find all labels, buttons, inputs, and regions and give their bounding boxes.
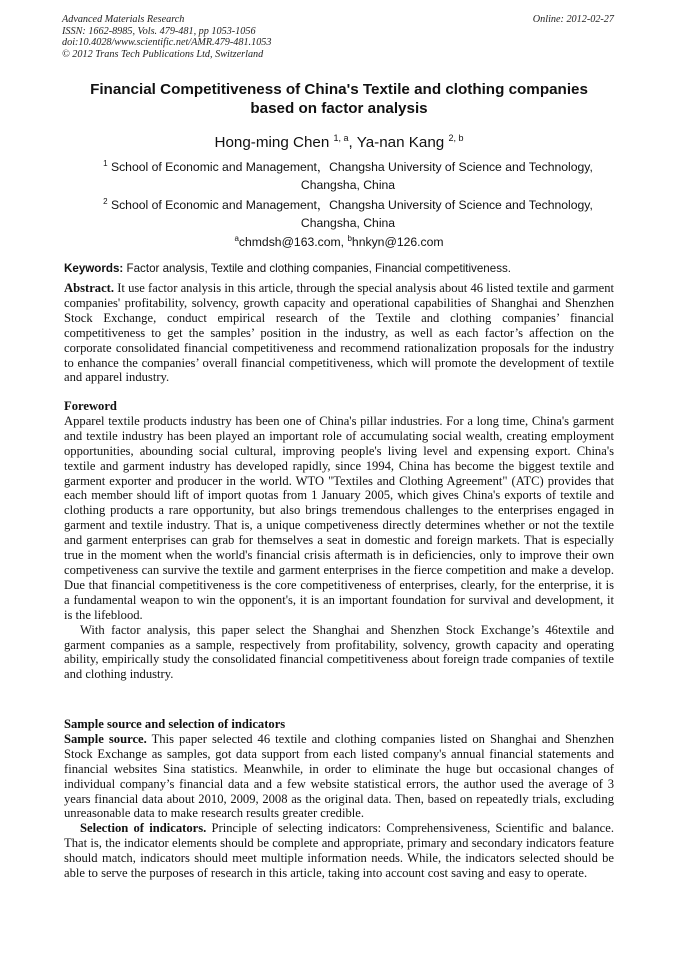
sample-source-label: Sample source. <box>64 731 147 746</box>
journal-name: Advanced Materials Research <box>62 14 185 25</box>
email-a: chmdsh@163.com, <box>238 235 345 250</box>
author-line <box>40 129 638 152</box>
selection-indicators-text: Principle of selecting indicators: Comprehensiveness, Scientific and balance. That is, the indicator elements should be complete and appropriate, primary and secondary indicators feature should match, indicators should meet multiple information needs. While, the indicators selected should be able to serve the purposes of research in this article, taking into account cost saving and easy to operate. <box>64 821 615 881</box>
author-name: Ya-nan Kang <box>356 134 445 152</box>
section-heading-sample: Sample source and selection of indicators <box>64 717 286 731</box>
sample-section <box>64 717 614 881</box>
author-name: Hong-ming Chen <box>214 134 330 152</box>
journal-header <box>62 14 614 60</box>
affiliation-number: 1 <box>103 159 108 168</box>
paper-title: Financial Competitiveness of China's Textile and clothing companies based on factor analysis <box>90 81 588 117</box>
email-superscript: a <box>234 234 239 243</box>
journal-copyright: © 2012 Trans Tech Publications Ltd, Switzerland <box>62 48 264 60</box>
keywords-label: Keywords: <box>64 262 124 275</box>
author-emails <box>40 231 638 250</box>
author-superscript: 1, a <box>333 133 349 143</box>
affiliation-text: School of Economic and Management，Changsha University of Science and Technology, Changsha, China <box>110 160 593 192</box>
affiliation-1 <box>74 155 622 194</box>
abstract-text: It use factor analysis in this article, through the special analysis about 46 listed textile and garment companies' profitability, solvency, growth capacity and operational capabilities of Shanghai and Shenzhen Stock Exchange, conduct empirical research of the Textile and clothing companies’ financial competitiveness to get the samples’ position in the industry, as well as each factor’s affection on the corporate consolidated financial competitiveness and recommend rationalization proposals for the industry to enhance the companies’ overall financial competitiveness, which will promote the development of textile and apparel industry. <box>64 281 614 385</box>
journal-issn: ISSN: 1662-8985, Vols. 479-481, pp 1053-1056 <box>62 25 256 37</box>
author-separator: , <box>348 134 357 152</box>
abstract-section <box>64 281 614 385</box>
foreword-paragraph-2: With factor analysis, this paper select the Shanghai and Shenzhen Stock Exchange’s 46textile and garment companies as a sample, respectively from profitability, solvency, growth capacity and operating ability, empirically study the consolidated financial competitiveness about foreign trade companies of textile and clothing industry. <box>64 622 614 682</box>
keywords-text: Factor analysis, Textile and clothing companies, Financial competitiveness. <box>126 262 512 275</box>
affiliation-2 <box>74 193 622 232</box>
foreword-paragraph-1: Apparel textile products industry has been one of China's pillar industries. For a long time, China's garment and textile industry has been played an important role of accumulating social wealth, creating employment opportunities, abounding social cultural, improving people's living level and expensing export. China's textile and garment industry has developed rapidly, since 1994, China has become the biggest textile and garment exporter and producer in the world. WTO "Textiles and Clothing Agreement" (ATC) provides that each member should lift of import quotas from 1 January 2005, which gives China's exports of textile and clothing products a rare opportunity, but also brings tremendous challenges to the enterprises engaged in garment and textile industry. That is, a unique competiveness directly determines whether or not the textile and garment enterprises can grab for themselves a seat in domestic and foreign markets. That is especially true in the moment when the world's financial crisis aftermath is in deficiencies, only to improve their own competiveness can survive the textile and garment enterprises in the fierce competition and make a develop. Due that financial competitiveness is the core competitiveness of enterprises, clearly, for the enterprise, it is a fundamental weapon to win the opponent's, it is an important foundation for survival and development, it is the lifeblood. <box>64 413 614 622</box>
email-superscript: b <box>347 234 352 243</box>
abstract-label: Abstract. <box>64 281 115 295</box>
selection-indicators-label: Selection of indicators. <box>80 821 207 836</box>
author-superscript: 2, b <box>448 133 464 143</box>
sample-source-text: This paper selected 46 textile and clothing companies listed on Shanghai and Shenzhen Stock Exchange as samples, got data support from each listed company's annual financial statements and financial websites Sina statistics. Meanwhile, in order to eliminate the huge but occasional changes of individual company’s financial data and a few website statistical errors, the author used the average of 3 years financial data about 2010, 2009, 2008 as the original data. Then, based on repeatedly trials, excluding unreasonable data to make research results greater credible. <box>64 731 614 821</box>
email-b: hnkyn@126.com <box>351 235 444 250</box>
keywords <box>64 261 614 276</box>
journal-doi: doi:10.4028/www.scientific.net/AMR.479-481.1053 <box>62 37 272 49</box>
section-heading-foreword: Foreword <box>64 399 117 413</box>
online-date: Online: 2012-02-27 <box>532 14 614 25</box>
affiliation-text: School of Economic and Management，Changsha University of Science and Technology, Changsha, China <box>110 198 593 230</box>
foreword-section <box>64 399 614 682</box>
affiliation-number: 2 <box>103 197 108 206</box>
